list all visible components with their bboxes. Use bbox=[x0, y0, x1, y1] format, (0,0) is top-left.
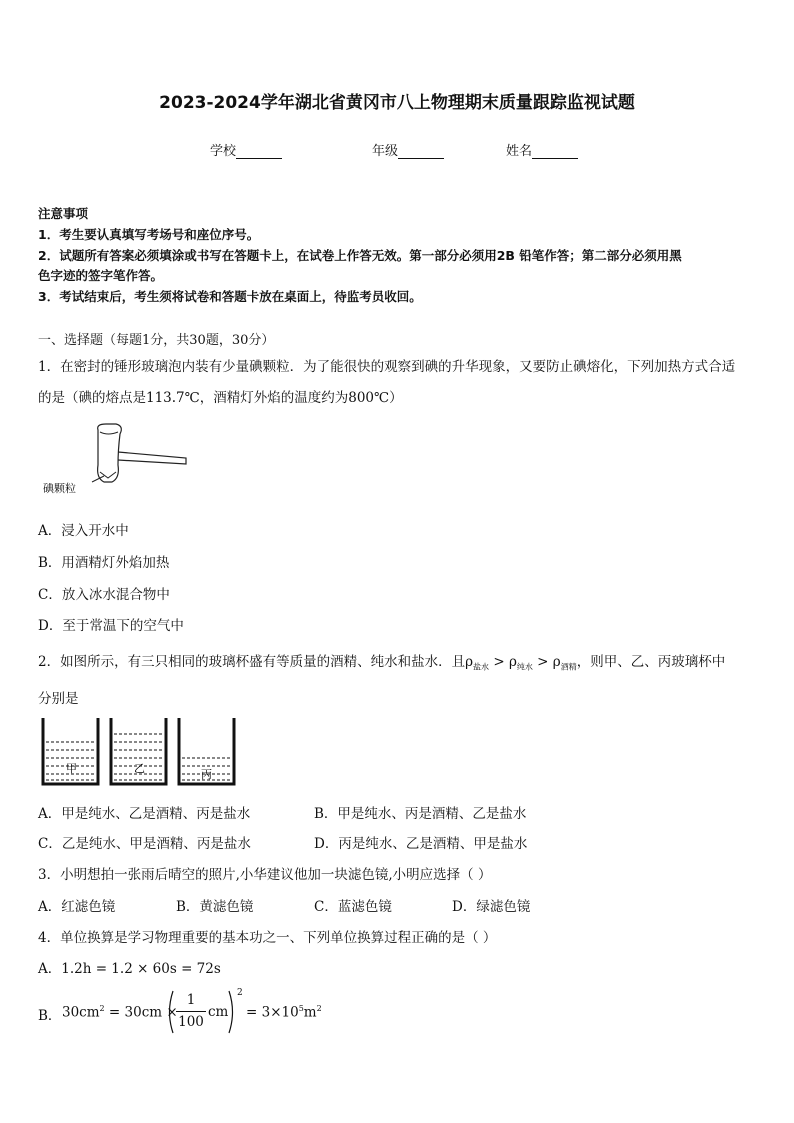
frac-numerator: 1 bbox=[186, 992, 196, 1008]
q1-option-d[interactable]: D．至于常温下的空气中 bbox=[38, 618, 184, 634]
school-blank[interactable] bbox=[236, 146, 282, 159]
frac-bar bbox=[176, 1011, 206, 1012]
q1-line2: 的是（碘的熔点是113.7℃，酒精灯外焰的温度约为800℃） bbox=[38, 390, 403, 406]
q2-option-c[interactable]: C．乙是纯水、甲是酒精、丙是盐水 bbox=[38, 836, 251, 852]
q4-b-label: B． bbox=[38, 1008, 62, 1024]
three-cups-figure bbox=[40, 716, 240, 788]
paren-exponent: 2 bbox=[237, 988, 243, 998]
notice-item-1: 1．考生要认真填写考场号和座位序号。 bbox=[38, 227, 260, 242]
left-paren bbox=[166, 990, 174, 1034]
rho-sub-3: 酒精 bbox=[560, 662, 577, 672]
frac-unit: cm bbox=[208, 1004, 229, 1020]
q4-b-rhs: = $3\times 10^5m^2$ bbox=[246, 1004, 322, 1021]
q1-option-c[interactable]: C．放入冰水混合物中 bbox=[38, 587, 170, 603]
rho-1: ρ bbox=[465, 654, 474, 670]
cup-label-jia: 甲 bbox=[66, 762, 77, 775]
name-field[interactable] bbox=[506, 140, 578, 159]
q4-text: 4．单位换算是学习物理重要的基本功之一、下列单位换算过程正确的是（ ） bbox=[38, 930, 497, 946]
q2-option-d[interactable]: D．丙是纯水、乙是酒精、甲是盐水 bbox=[314, 836, 528, 852]
cup-label-bing: 丙 bbox=[201, 768, 212, 781]
q3-option-b[interactable]: B．黄滤色镜 bbox=[176, 899, 254, 915]
q2-text-b: ，则甲、乙、丙玻璃杯中 bbox=[576, 654, 726, 670]
q2-line2: 分别是 bbox=[38, 691, 79, 707]
name-blank[interactable] bbox=[532, 146, 578, 159]
name-label: 姓名 bbox=[506, 144, 533, 159]
page-title: 2023-2024学年湖北省黄冈市八上物理期末质量跟踪监视试题 bbox=[159, 93, 635, 113]
q1-option-b[interactable]: B．用酒精灯外焰加热 bbox=[38, 555, 170, 571]
q4-option-a[interactable]: A．1.2h = 1.2 × 60s = 72s bbox=[38, 961, 221, 977]
q3-option-c[interactable]: C．蓝滤色镜 bbox=[314, 899, 392, 915]
school-label: 学校 bbox=[210, 144, 237, 159]
rho-3: ρ bbox=[552, 654, 561, 670]
gt-1: > bbox=[493, 654, 505, 670]
q3-option-d[interactable]: D．绿滤色镜 bbox=[452, 899, 531, 915]
q2-line1 bbox=[38, 650, 725, 673]
notice-heading: 注意事项 bbox=[38, 206, 89, 221]
iodine-label: 碘颗粒 bbox=[43, 482, 76, 495]
grade-field[interactable] bbox=[372, 140, 444, 159]
q2-text-a: 2．如图所示，有三只相同的玻璃杯盛有等质量的酒精、纯水和盐水．且 bbox=[38, 654, 466, 670]
grade-blank[interactable] bbox=[398, 146, 444, 159]
frac-denominator: 100 bbox=[178, 1014, 204, 1030]
q1-line1: 1．在密封的锤形玻璃泡内装有少量碘颗粒．为了能很快的观察到碘的升华现象，又要防止碘熔化，下列加热方式合适 bbox=[38, 359, 736, 375]
school-field[interactable] bbox=[210, 140, 282, 159]
rho-2: ρ bbox=[508, 654, 517, 670]
gt-2: > bbox=[537, 654, 549, 670]
q2-option-b[interactable]: B．甲是纯水、丙是酒精、乙是盐水 bbox=[314, 806, 527, 822]
q4-b-lhs: $30cm^2 = 30cm$ × bbox=[62, 1004, 178, 1021]
notice-item-2-cont: 色字迹的签字笔作答。 bbox=[38, 268, 164, 283]
section-heading: 一、选择题（每题1分，共30题，30分） bbox=[38, 333, 275, 348]
q3-text: 3．小明想拍一张雨后晴空的照片,小华建议他加一块滤色镜,小明应选择（ ） bbox=[38, 867, 492, 883]
q2-option-a[interactable]: A．甲是纯水、乙是酒精、丙是盐水 bbox=[38, 806, 251, 822]
q1-option-a[interactable]: A．浸入开水中 bbox=[38, 523, 129, 539]
right-paren bbox=[228, 990, 236, 1034]
rho-sub-1: 盐水 bbox=[473, 662, 490, 672]
q3-option-a[interactable]: A．红滤色镜 bbox=[38, 899, 116, 915]
notice-item-2: 2．试题所有答案必须填涂或书写在答题卡上，在试卷上作答无效。第一部分必须用2B 铅笔作答；第二部分必须用黑 bbox=[38, 248, 682, 263]
rho-sub-2: 纯水 bbox=[516, 662, 533, 672]
grade-label: 年级 bbox=[372, 144, 399, 159]
notice-item-3: 3．考试结束后，考生须将试卷和答题卡放在桌面上，待监考员收回。 bbox=[38, 289, 422, 304]
cup-label-yi: 乙 bbox=[134, 762, 145, 775]
